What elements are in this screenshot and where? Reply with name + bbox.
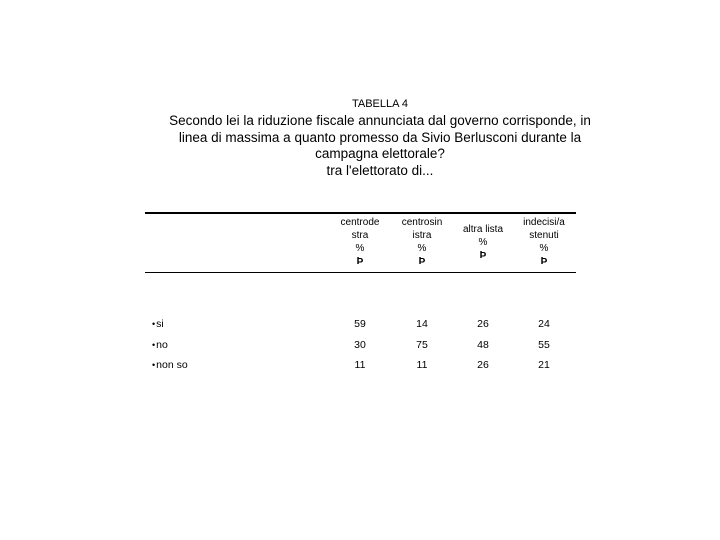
column-header-centrodestra bbox=[330, 216, 390, 268]
column-header-line: stra bbox=[351, 230, 369, 241]
table-cell: 26 bbox=[477, 359, 489, 371]
column-header-line: % bbox=[478, 237, 488, 248]
row-label-no bbox=[152, 339, 168, 351]
column-header-line: % bbox=[539, 243, 549, 254]
row-label-si bbox=[152, 318, 164, 330]
table-cell: 11 bbox=[354, 359, 366, 371]
column-marker-icon: Þ bbox=[540, 256, 548, 267]
title-line: campagna elettorale? bbox=[315, 146, 445, 161]
row-label-non-so bbox=[152, 359, 188, 371]
row-label-text: si bbox=[156, 318, 164, 330]
column-marker-icon: Þ bbox=[479, 250, 487, 261]
title-line: linea di massima a quanto promesso da Sivio Berlusconi durante la bbox=[178, 129, 582, 145]
column-marker-icon: Þ bbox=[356, 256, 364, 267]
table-cell: 26 bbox=[477, 318, 489, 330]
column-header-line: indecisi/a bbox=[523, 217, 565, 228]
row-label-text: non so bbox=[156, 359, 188, 371]
table-cell: 48 bbox=[477, 339, 489, 351]
column-header-centrosinistra bbox=[392, 216, 452, 268]
table-cell: 30 bbox=[354, 339, 366, 351]
title-line: Secondo lei la riduzione fiscale annunciata dal governo corrisponde, in bbox=[169, 113, 591, 128]
header-bottom-rule bbox=[145, 272, 576, 273]
table-cell: 75 bbox=[416, 339, 428, 351]
table-cell: 55 bbox=[538, 339, 550, 351]
bullet-icon: • bbox=[152, 360, 156, 370]
table-cell: 59 bbox=[354, 318, 366, 330]
table-cell: 21 bbox=[538, 359, 550, 371]
column-header-indecisi-astenuti bbox=[514, 216, 574, 268]
title-subline: tra l'elettorato di... bbox=[326, 162, 434, 178]
table-cell: 24 bbox=[538, 318, 550, 330]
table-top-rule bbox=[145, 212, 576, 214]
column-header-altra-lista bbox=[453, 223, 513, 262]
table-title bbox=[140, 113, 620, 179]
table-cell: 11 bbox=[416, 359, 428, 371]
column-header-line: % bbox=[355, 243, 365, 254]
column-header-line: istra bbox=[412, 230, 432, 241]
bullet-icon: • bbox=[152, 340, 156, 350]
column-header-line: centrosin bbox=[401, 217, 443, 228]
column-header-line: centrode bbox=[340, 217, 380, 228]
column-header-line: stenuti bbox=[529, 230, 559, 241]
table-cell: 14 bbox=[416, 318, 428, 330]
table-caption: TABELLA 4 bbox=[351, 98, 409, 110]
bullet-icon: • bbox=[152, 319, 156, 329]
column-header-line: % bbox=[417, 243, 427, 254]
column-header-line: altra lista bbox=[462, 224, 503, 235]
row-label-text: no bbox=[156, 339, 168, 351]
column-marker-icon: Þ bbox=[418, 256, 426, 267]
